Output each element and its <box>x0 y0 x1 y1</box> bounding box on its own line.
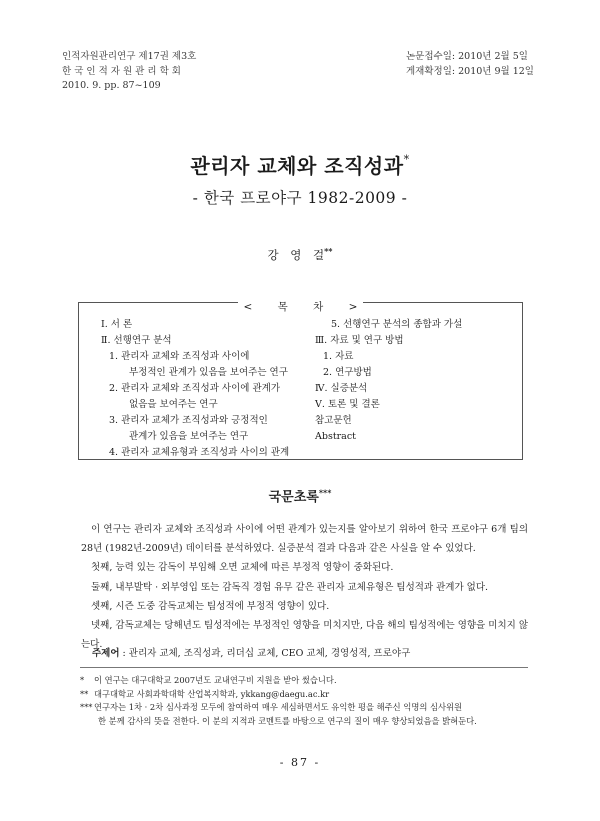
keywords-text: : 관리자 교체, 조직성과, 리더십 교체, CEO 교체, 경영성적, 프로야구 <box>119 648 411 659</box>
abstract-paragraph: 첫째, 능력 있는 감독이 부임해 오면 교체에 따른 부정적 영향이 중화된다. <box>91 562 394 574</box>
abstract-paragraph: 둘째, 내부발탁 · 외부영입 또는 감독직 경험 유무 같은 관리자 교체유형은 팀성적과 관계가 없다. <box>91 581 489 593</box>
toc-item: 1. 자료 <box>323 351 354 362</box>
toc-item: Ⅱ. 선행연구 분석 <box>101 335 172 346</box>
toc-item: 1. 관리자 교체와 조직성과 사이에 <box>109 351 250 362</box>
toc-item: Abstract <box>315 431 356 442</box>
paper-title <box>0 150 600 179</box>
toc-item: 관계가 있음을 보여주는 연구 <box>129 431 249 442</box>
paper-subtitle: - 한국 프로야구 1982-2009 - <box>192 189 408 207</box>
toc-heading: < 목 차 > <box>238 301 364 313</box>
toc-heading-wrap <box>79 295 522 314</box>
author <box>0 246 600 263</box>
abstract-body <box>81 520 528 654</box>
journal-volume: 인적자원관리연구 제17권 제3호 <box>62 51 197 62</box>
footnote-text: 이 연구는 대구대학교 2007년도 교내연구비 지원을 받아 썼습니다. <box>94 675 337 685</box>
page-number: - 87 - <box>279 756 321 769</box>
table-of-contents <box>78 302 523 460</box>
abstract-paragraph: 넷째, 감독교체는 당해년도 팀성적에는 부정적인 영향을 미치지만, 다음 해의 팀성적에는 영향을 미치지 않는다. <box>81 620 528 651</box>
toc-item: Ⅲ. 자료 및 연구 방법 <box>315 335 404 346</box>
abstract-title <box>0 486 600 505</box>
footnote-mark: *** <box>80 702 93 712</box>
footnotes <box>80 674 530 728</box>
footnote-continuation <box>80 715 530 729</box>
footnote-mark: ** <box>80 688 89 699</box>
footnote-text: 대구대학교 사회과학대학 산업복지학과, ykkang@daegu.ac.kr <box>94 688 330 699</box>
toc-item: Ⅴ. 토론 및 결론 <box>315 399 380 410</box>
toc-item: 참고문헌 <box>315 415 352 426</box>
author-name: 강 영 걸 <box>267 247 325 262</box>
received-date: 논문접수일: 2010년 2월 5일 <box>406 51 528 62</box>
footnote-text: 한 분께 감사의 뜻을 전한다. 이 분의 지적과 코멘트를 바탕으로 연구의 질이 매우 향상되었음을 밝혀둔다. <box>98 715 477 726</box>
title-text: 관리자 교체와 조직성과 <box>190 154 404 178</box>
footnote-divider <box>80 667 528 668</box>
toc-item: 없음을 보여주는 연구 <box>129 399 218 410</box>
abstract-paragraph: 셋째, 시즌 도중 감독교체는 팀성적에 부정적 영향이 있다. <box>91 600 330 612</box>
toc-left-column <box>101 317 289 461</box>
submission-dates <box>406 50 534 79</box>
footnote <box>80 674 530 688</box>
footnote <box>80 701 530 715</box>
footnote <box>80 688 530 702</box>
abstract-paragraph: 이 연구는 관리자 교체와 조직성과 사이에 어떤 관계가 있는지를 알아보기 위하여 한국 프로야구 6개 팀의 28년 (1982년-2009년) 데이터를 분석하였다. 실증분석 결과 다음과 같은 사실을 알 수 있었다. <box>81 524 528 555</box>
toc-item: Ⅳ. 실증분석 <box>315 383 368 394</box>
author-footnote-mark: ** <box>324 246 333 256</box>
footnote-text: 연구자는 1차 · 2차 심사과정 모두에 참여하여 매우 세심하면서도 유익한 평을 해주신 익명의 심사위원 <box>94 702 463 712</box>
toc-item: 2. 연구방법 <box>323 367 372 378</box>
keywords-label: 주제어 <box>92 648 120 659</box>
abstract-footnote-mark: *** <box>318 487 332 498</box>
journal-publisher: 한 국 인 적 자 원 관 리 학 회 <box>62 65 181 77</box>
toc-item: 부정적인 관계가 있음을 보여주는 연구 <box>129 367 288 378</box>
toc-item: 5. 선행연구 분석의 종합과 가설 <box>331 319 463 330</box>
journal-info <box>62 50 196 94</box>
toc-right-column <box>315 317 462 445</box>
toc-item: Ⅰ. 서 론 <box>101 319 133 330</box>
toc-item: 2. 관리자 교체와 조직성과 사이에 관계가 <box>109 383 280 394</box>
journal-pages: 2010. 9. pp. 87~109 <box>62 80 161 91</box>
toc-item: 4. 관리자 교체유형과 조직성과 사이의 관계 <box>109 447 290 458</box>
accepted-date: 게재확정일: 2010년 9월 12일 <box>406 65 534 77</box>
keywords <box>92 645 410 659</box>
abstract-title-text: 국문초록 <box>268 490 319 505</box>
footnote-mark: * <box>80 675 85 685</box>
toc-item: 3. 관리자 교체가 조직성과와 긍정적인 <box>109 415 268 426</box>
title-footnote-mark: * <box>403 153 410 167</box>
